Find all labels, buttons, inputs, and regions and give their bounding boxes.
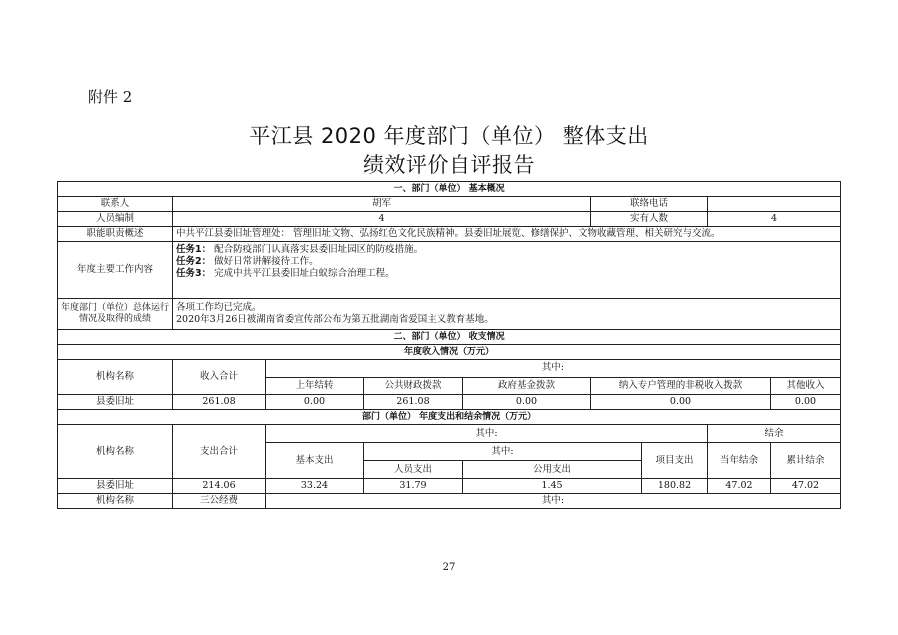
expense-project-col: 项目支出	[642, 443, 708, 479]
expense-data-row	[58, 479, 841, 494]
three-public-of-which: 其中:	[266, 494, 841, 509]
expense-of-which: 其中:	[266, 425, 708, 443]
phone-label: 联络电话	[591, 197, 708, 212]
expense-org: 县委旧址	[58, 479, 173, 494]
task-text: 完成中共平江县委旧址白蚁综合治理工程。	[214, 268, 395, 279]
income-fiscal: 261.08	[364, 395, 463, 410]
income-data-row	[58, 395, 841, 410]
task-label: 任务3：	[176, 268, 212, 279]
contact-row	[58, 197, 841, 212]
actual-staff-value: 4	[708, 212, 841, 227]
task-item	[176, 256, 837, 268]
three-public-row	[58, 494, 841, 509]
expense-header-row	[58, 410, 841, 425]
results-label: 年度部门（单位）总体运行情况及取得的成绩	[58, 299, 173, 330]
task-label: 任务2：	[176, 256, 212, 267]
expense-balance-col: 结余	[708, 425, 841, 443]
income-of-which: 其中:	[266, 360, 841, 378]
duties-label: 职能职责概述	[58, 227, 173, 242]
section1-header: 一、部门（单位） 基本概况	[58, 182, 841, 197]
income-fund-col: 政府基金拨款	[463, 377, 591, 395]
expense-cols-row1	[58, 425, 841, 443]
staff-value: 4	[173, 212, 591, 227]
expense-header: 部门（单位） 年度支出和结余情况（万元）	[58, 410, 841, 425]
staff-label: 人员编制	[58, 212, 173, 227]
section2-header-row	[58, 330, 841, 345]
duties-row	[58, 227, 841, 242]
income-total: 261.08	[173, 395, 266, 410]
income-carryover-col: 上年结转	[266, 377, 364, 395]
income-carryover: 0.00	[266, 395, 364, 410]
staff-row	[58, 212, 841, 227]
results-line: 2020年3月26日被湖南省委宣传部公布为第五批湖南省爱国主义教育基地。	[176, 314, 494, 325]
work-label: 年度主要工作内容	[58, 242, 173, 299]
expense-total: 214.06	[173, 479, 266, 494]
income-org: 县委旧址	[58, 395, 173, 410]
attachment-label: 附件 2	[88, 88, 133, 106]
contact-value: 胡军	[173, 197, 591, 212]
report-title-line1: 平江县 2020 年度部门（单位） 整体支出	[249, 124, 649, 148]
income-org-col: 机构名称	[58, 360, 173, 395]
income-header-row	[58, 345, 841, 360]
income-nontax: 0.00	[591, 395, 771, 410]
work-content	[173, 242, 841, 299]
expense-public: 1.45	[463, 479, 642, 494]
expense-of-which2: 其中:	[364, 443, 642, 461]
expense-public-col: 公用支出	[463, 461, 642, 479]
results-content	[173, 299, 841, 330]
task-item	[176, 268, 837, 280]
expense-personnel-col: 人员支出	[364, 461, 463, 479]
expense-basic-col: 基本支出	[266, 443, 364, 479]
expense-project: 180.82	[642, 479, 708, 494]
task-text: 做好日常讲解接待工作。	[214, 256, 319, 267]
expense-year-balance-col: 当年结余	[708, 443, 771, 479]
expense-total-col: 支出合计	[173, 425, 266, 479]
task-text: 配合防疫部门认真落实县委旧址园区的防疫措施。	[214, 244, 424, 255]
expense-year-balance: 47.02	[708, 479, 771, 494]
income-cols-row1	[58, 360, 841, 378]
results-line: 各项工作均已完成。	[176, 302, 262, 313]
income-fund: 0.00	[463, 395, 591, 410]
phone-value	[708, 197, 841, 212]
report-table	[57, 181, 841, 509]
income-total-col: 收入合计	[173, 360, 266, 395]
actual-staff-label: 实有人数	[591, 212, 708, 227]
report-title-line2: 绩效评价自评报告	[363, 153, 535, 177]
task-item	[176, 244, 837, 256]
income-other-col: 其他收入	[771, 377, 841, 395]
results-row	[58, 299, 841, 330]
expense-cum-balance-col: 累计结余	[771, 443, 841, 479]
task-label: 任务1：	[176, 244, 212, 255]
section1-header-row	[58, 182, 841, 197]
income-header: 年度收入情况（万元）	[58, 345, 841, 360]
income-other: 0.00	[771, 395, 841, 410]
work-row	[58, 242, 841, 299]
income-nontax-col: 纳入专户管理的非税收入拨款	[591, 377, 771, 395]
section2-header: 二、部门（单位） 收支情况	[58, 330, 841, 345]
contact-label: 联系人	[58, 197, 173, 212]
three-public-label: 三公经费	[173, 494, 266, 509]
three-public-org-col: 机构名称	[58, 494, 173, 509]
expense-cum-balance: 47.02	[771, 479, 841, 494]
duties-value: 中共平江县委旧址管理处： 管理旧址文物、弘扬红色文化民族精神。县委旧址展览、修缮保护、文物收藏管理、相关研究与交流。	[173, 227, 841, 242]
expense-personnel: 31.79	[364, 479, 463, 494]
page-number: 27	[442, 562, 456, 573]
expense-basic: 33.24	[266, 479, 364, 494]
expense-org-col: 机构名称	[58, 425, 173, 479]
income-fiscal-col: 公共财政拨款	[364, 377, 463, 395]
